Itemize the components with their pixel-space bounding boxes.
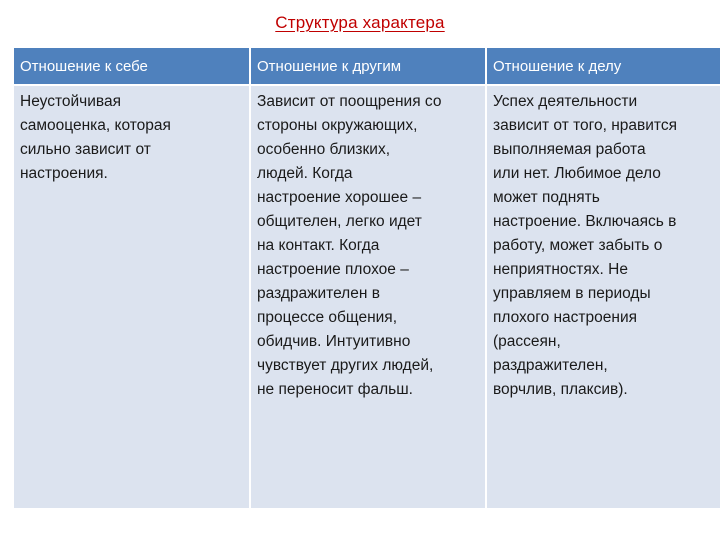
header-work-attitude: Отношение к делу (486, 48, 720, 85)
table-row (14, 85, 720, 508)
header-others-attitude: Отношение к другим (250, 48, 486, 85)
cell-work-attitude-text: Успех деятельности зависит от того, нравится выполняемая работа или нет. Любимое дело может поднять настроение. Включаясь в работу, может забыть о неприятностях. Не управляем в периоды плохого настроения (рассеян, раздражителен, ворчлив, плаксив). (493, 93, 677, 398)
cell-others-attitude (250, 85, 486, 508)
table-header-row (14, 48, 720, 85)
cell-self-attitude (14, 85, 250, 508)
character-structure-table (14, 48, 720, 508)
cell-others-attitude-text: Зависит от поощрения со стороны окружающих, особенно близких, людей. Когда настроение хорошее – общителен, легко идет на контакт. Когда настроение плохое – раздражителен в процессе общения, обидчив. Интуитивно чувствует других людей, не переносит фальш. (257, 93, 442, 398)
table-header (14, 48, 720, 85)
header-self-attitude: Отношение к себе (14, 48, 250, 85)
cell-self-attitude-text: Неустойчивая самооценка, которая сильно зависит от настроения. (20, 93, 171, 182)
cell-work-attitude (486, 85, 720, 508)
slide-title: Структура характера (275, 13, 445, 32)
table-body (14, 85, 720, 508)
